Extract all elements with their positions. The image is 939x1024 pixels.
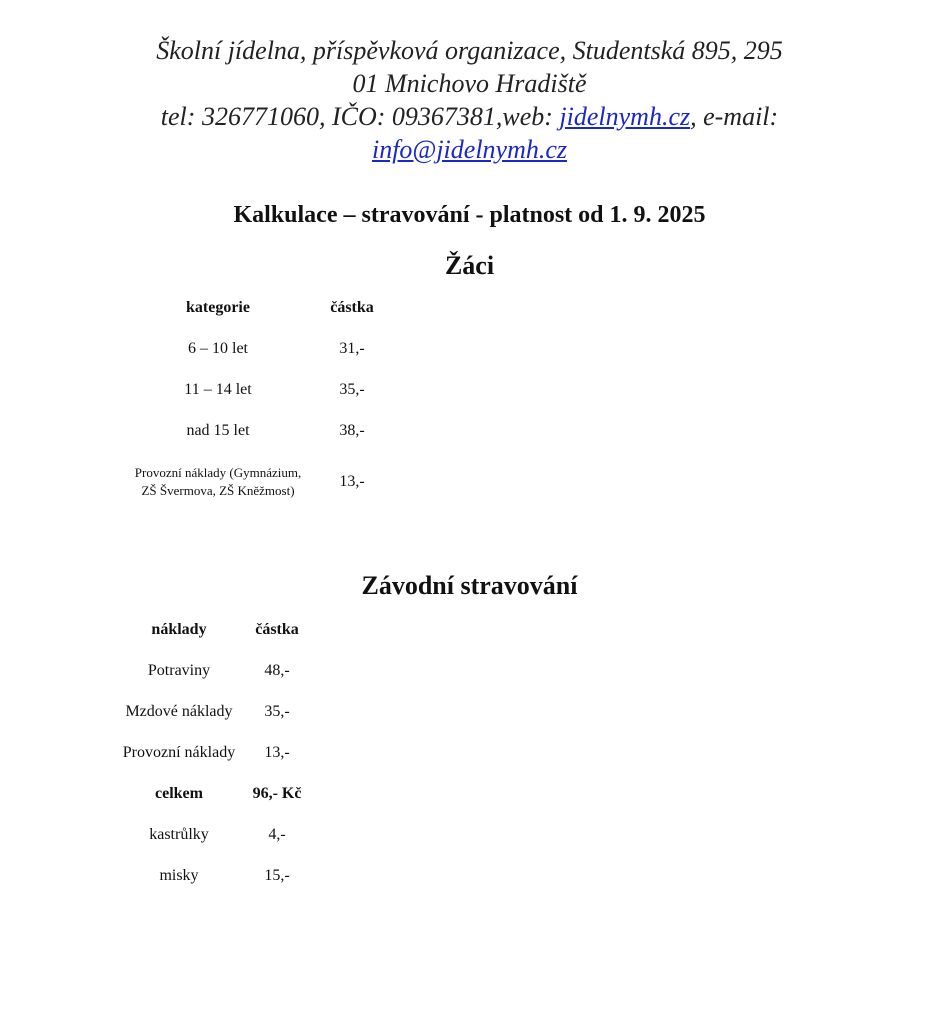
zavodni-extra-amount: 4,- <box>268 826 286 843</box>
zavodni-total-label: celkem <box>155 785 203 802</box>
zaci-row-amount: 31,- <box>339 340 365 357</box>
zaci-header-kategorie: kategorie <box>186 299 250 316</box>
zaci-header-castka: částka <box>330 299 374 316</box>
section-title-zaci: Žáci <box>444 251 495 280</box>
zaci-row-label: nad 15 let <box>186 422 250 439</box>
contact-prefix: tel: 326771060, IČO: 09367381,web: <box>160 102 560 131</box>
zavodni-row-amount: 13,- <box>264 744 290 761</box>
zaci-row-label-line1: Provozní náklady (Gymnázium, <box>134 465 302 480</box>
zavodni-extra-label: misky <box>159 867 199 884</box>
zavodni-row-label: Mzdové náklady <box>125 703 233 720</box>
zaci-row-amount: 38,- <box>339 422 365 439</box>
zaci-row-label: 6 – 10 let <box>188 340 248 357</box>
zavodni-header-castka: částka <box>255 621 299 638</box>
zavodni-row-amount: 35,- <box>264 703 290 720</box>
zavodni-extra-amount: 15,- <box>264 867 290 884</box>
zavodni-row-label: Potraviny <box>147 662 211 679</box>
zavodni-row-amount: 48,- <box>264 662 290 679</box>
zavodni-header-naklady: náklady <box>151 621 207 638</box>
letterhead-line-2: 01 Mnichovo Hradiště <box>352 69 587 98</box>
zaci-row-amount: 35,- <box>339 381 365 398</box>
web-link[interactable]: jidelnymh.cz <box>559 102 691 131</box>
zavodni-row-label: Provozní náklady <box>122 744 236 761</box>
zavodni-total-amount: 96,- Kč <box>252 785 302 802</box>
zaci-row-label: 11 – 14 let <box>184 381 252 398</box>
letterhead-email-line <box>0 133 939 166</box>
zavodni-extra-label: kastrůlky <box>149 826 209 843</box>
zaci-row-amount: 13,- <box>339 473 365 490</box>
letterhead-line-1: Školní jídelna, příspěvková organizace, Studentská 895, 295 <box>156 36 783 65</box>
section-title-zavodni: Závodní stravování <box>361 571 578 600</box>
contact-mid: , e-mail: <box>690 102 779 131</box>
document-title: Kalkulace – stravování - platnost od 1. 9. 2025 <box>233 202 706 228</box>
email-link[interactable]: info@jidelnymh.cz <box>371 135 568 164</box>
letterhead <box>0 34 939 166</box>
letterhead-contact-line <box>0 100 939 133</box>
zaci-row-label-line2: ZŠ Švermova, ZŠ Kněžmost) <box>141 483 295 498</box>
